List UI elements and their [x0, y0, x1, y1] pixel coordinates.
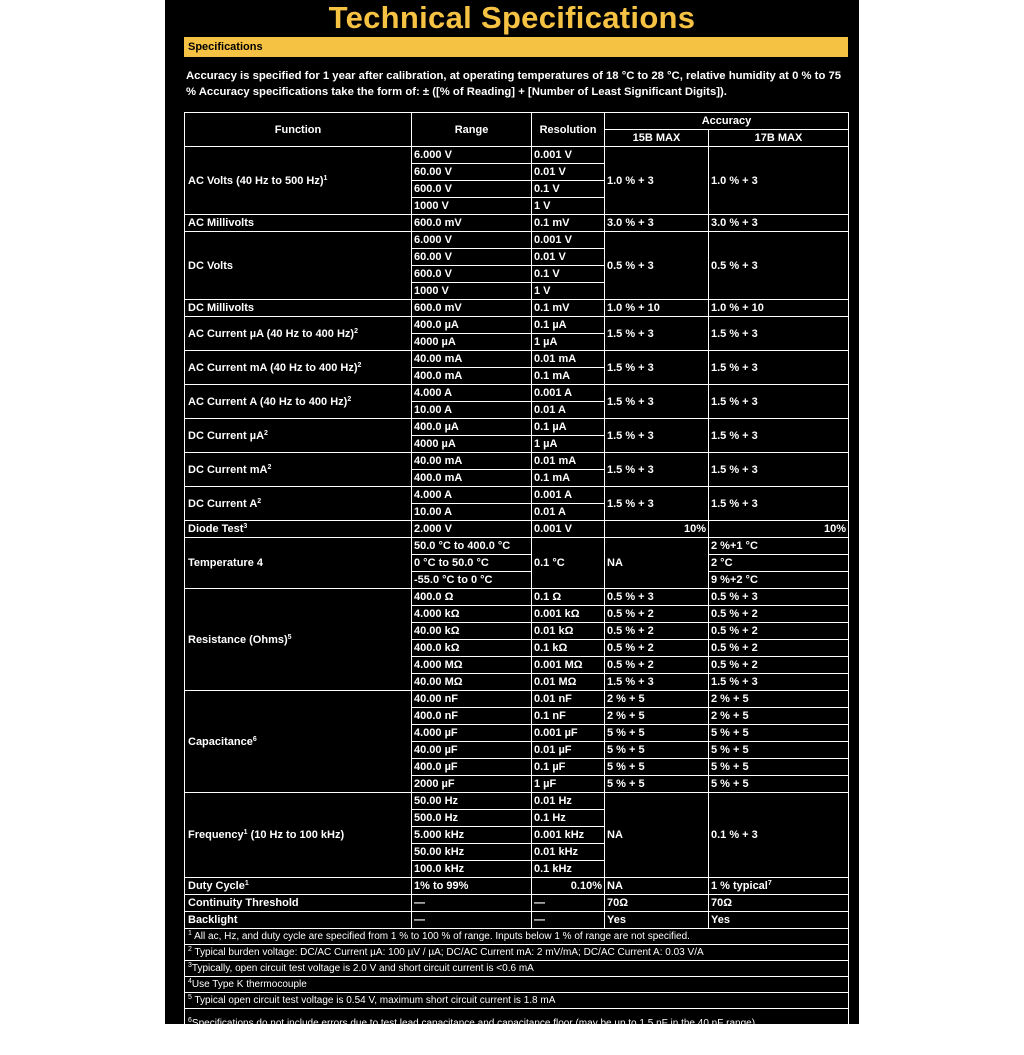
footnote-ref: 5 — [287, 633, 292, 641]
table-row — [185, 147, 849, 164]
resolution-cell: 0.1 nF — [532, 708, 605, 725]
resolution-cell: 0.001 A — [532, 385, 605, 402]
accuracy-15b-cell: 70Ω — [605, 895, 709, 912]
resolution-cell: 0.1 Ω — [532, 589, 605, 606]
range-cell: 2.000 V — [412, 521, 532, 538]
resolution-cell: 0.01 nF — [532, 691, 605, 708]
resolution-cell: 0.001 MΩ — [532, 657, 605, 674]
footnote-mark: 6 — [188, 1016, 192, 1024]
footnote-mark: 4 — [188, 977, 192, 985]
function-cell — [185, 351, 412, 385]
accuracy-15b-cell: 1.0 % + 3 — [605, 147, 709, 215]
accuracy-17b-cell: 1.0 % + 10 — [709, 300, 849, 317]
range-cell: 50.0 °C to 400.0 °C — [412, 538, 532, 555]
range-cell: 600.0 mV — [412, 300, 532, 317]
accuracy-17b-cell — [709, 657, 849, 674]
range-cell: 100.0 kHz — [412, 861, 532, 878]
accuracy-15b-cell: 1.5 % + 3 — [605, 453, 709, 487]
footnote-text: Typical burden voltage: DC/AC Current µA: 100 µV / µA; DC/AC Current mA: 2 mV/mA; DC/AC Current A: 0.03 V/A — [191, 946, 704, 958]
accuracy-17b-value: 70Ω — [711, 897, 733, 909]
resolution-cell: 1 µA — [532, 436, 605, 453]
accuracy-17b-cell: 2 °C — [709, 555, 849, 572]
function-cell — [185, 300, 412, 317]
accuracy-17b-cell — [709, 623, 849, 640]
function-cell — [185, 878, 412, 895]
footnote-text: Typically, open circuit test voltage is 2.0 V and short circuit current is <0.6 mA — [191, 962, 534, 974]
accuracy-17b-cell: 1.5 % + 3 — [709, 317, 849, 351]
range-cell: 2000 µF — [412, 776, 532, 793]
spec-table-body — [185, 113, 849, 1055]
table-row — [185, 385, 849, 402]
range-cell: 400.0 Ω — [412, 589, 532, 606]
function-label: Capacitance — [188, 735, 253, 748]
function-label-suffix: (10 Hz to 100 kHz) — [247, 829, 345, 841]
accuracy-17b-value: 2 % + 5 — [711, 693, 749, 705]
table-row — [185, 232, 849, 249]
footnote-mark: 3 — [188, 961, 192, 969]
resolution-cell: — — [532, 895, 605, 912]
range-cell: 400.0 µA — [412, 419, 532, 436]
accuracy-15b-cell: 0.5 % + 2 — [605, 657, 709, 674]
footnote-row — [185, 1009, 849, 1039]
table-row — [185, 895, 849, 912]
resolution-cell: 0.01 V — [532, 249, 605, 266]
function-label: AC Current A (40 Hz to 400 Hz) — [188, 395, 348, 408]
accuracy-17b-cell: 9 %+2 °C — [709, 572, 849, 589]
resolution-cell: 0.1 V — [532, 266, 605, 283]
accuracy-17b-cell: 1.5 % + 3 — [709, 419, 849, 453]
footnote-text: Use Type K thermocouple — [191, 978, 307, 990]
accuracy-17b-value: 0.5 % + 2 — [711, 625, 758, 637]
table-row — [185, 300, 849, 317]
footnote-cell — [185, 1039, 849, 1055]
resolution-cell: 0.001 µF — [532, 725, 605, 742]
footnote-row — [185, 1039, 849, 1055]
function-label: DC Current mA — [188, 463, 268, 476]
function-label: Duty Cycle — [188, 880, 245, 892]
accuracy-17b-cell — [709, 776, 849, 793]
range-cell: 40.00 MΩ — [412, 674, 532, 691]
accuracy-17b-cell: 1.0 % + 3 — [709, 147, 849, 215]
range-cell: 60.00 V — [412, 164, 532, 181]
footnote-cell — [185, 977, 849, 993]
range-cell: 4.000 A — [412, 385, 532, 402]
accuracy-17b-cell — [709, 674, 849, 691]
section-header-bar: Specifications — [184, 37, 848, 57]
header-range: Range — [412, 113, 532, 147]
table-row — [185, 521, 849, 538]
footnote-row — [185, 929, 849, 945]
resolution-cell: 0.10% — [532, 878, 605, 895]
function-label: AC Current µA (40 Hz to 400 Hz) — [188, 327, 355, 340]
resolution-cell: 0.1 °C — [532, 538, 605, 589]
accuracy-15b-cell: 0.5 % + 3 — [605, 232, 709, 300]
accuracy-17b-value: 5 % + 5 — [711, 744, 749, 756]
range-cell: — — [412, 895, 532, 912]
accuracy-17b-cell — [709, 708, 849, 725]
header-17b-max: 17B MAX — [709, 130, 849, 147]
function-cell — [185, 317, 412, 351]
footnote-row — [185, 977, 849, 993]
range-cell: 400.0 kΩ — [412, 640, 532, 657]
function-cell — [185, 912, 412, 929]
resolution-cell: 0.01 mA — [532, 351, 605, 368]
function-label: Temperature 4 — [188, 557, 263, 569]
function-cell — [185, 232, 412, 300]
resolution-cell: 0.1 kΩ — [532, 640, 605, 657]
function-cell — [185, 215, 412, 232]
spec-table — [184, 112, 849, 1055]
range-cell: 400.0 mA — [412, 368, 532, 385]
resolution-cell: 1 V — [532, 283, 605, 300]
footnote-ref: 6 — [252, 735, 257, 743]
footnote-cell — [185, 993, 849, 1009]
resolution-cell: 0.1 mV — [532, 215, 605, 232]
function-cell — [185, 419, 412, 453]
function-label: DC Millivolts — [188, 302, 255, 314]
function-label: Frequency — [188, 829, 244, 841]
range-cell: 4.000 µF — [412, 725, 532, 742]
accuracy-17b-cell: 1.5 % + 3 — [709, 487, 849, 521]
range-cell: 4000 µA — [412, 334, 532, 351]
accuracy-15b-cell: 2 % + 5 — [605, 691, 709, 708]
footnote-mark: 5 — [188, 993, 192, 1001]
resolution-cell: 0.01 A — [532, 504, 605, 521]
accuracy-15b-cell: NA — [605, 538, 709, 589]
accuracy-17b-cell — [709, 589, 849, 606]
range-cell: 600.0 V — [412, 181, 532, 198]
range-cell: 4.000 A — [412, 487, 532, 504]
range-cell: 400.0 µA — [412, 317, 532, 334]
footnote-ref: 2 — [347, 395, 352, 403]
table-row — [185, 589, 849, 606]
range-cell: 600.0 mV — [412, 215, 532, 232]
accuracy-15b-cell: NA — [605, 793, 709, 878]
range-cell: 400.0 µF — [412, 759, 532, 776]
footnote-cell — [185, 961, 849, 977]
range-cell: 6.000 V — [412, 232, 532, 249]
accuracy-15b-cell: NA — [605, 878, 709, 895]
range-cell: 1% to 99% — [412, 878, 532, 895]
footnote-row — [185, 945, 849, 961]
table-row — [185, 215, 849, 232]
function-label: DC Volts — [188, 259, 234, 272]
range-cell: 40.00 mA — [412, 351, 532, 368]
resolution-cell: 1 V — [532, 198, 605, 215]
resolution-cell: 0.001 V — [532, 521, 605, 538]
accuracy-17b-value: 1 % typical — [711, 880, 768, 892]
accuracy-17b-value: 5 % + 5 — [711, 727, 749, 739]
table-row — [185, 317, 849, 334]
range-cell: 4.000 MΩ — [412, 657, 532, 674]
accuracy-17b-cell: 1.5 % + 3 — [709, 351, 849, 385]
range-cell: 10.00 A — [412, 402, 532, 419]
range-cell: 40.00 µF — [412, 742, 532, 759]
accuracy-17b-cell — [709, 742, 849, 759]
range-cell: 60.00 V — [412, 249, 532, 266]
accuracy-15b-cell: 1.5 % + 3 — [605, 351, 709, 385]
accuracy-17b-cell: 2 %+1 °C — [709, 538, 849, 555]
accuracy-17b-cell — [709, 606, 849, 623]
footnote-ref: 7 — [767, 880, 772, 887]
function-cell — [185, 487, 412, 521]
range-cell: — — [412, 912, 532, 929]
accuracy-17b-cell — [709, 691, 849, 708]
resolution-cell: 0.001 A — [532, 487, 605, 504]
range-cell: 0 °C to 50.0 °C — [412, 555, 532, 572]
function-label: Backlight — [188, 914, 238, 926]
resolution-cell: 0.01 mA — [532, 453, 605, 470]
range-cell: 400.0 nF — [412, 708, 532, 725]
accuracy-17b-cell — [709, 878, 849, 895]
range-cell: 40.00 kΩ — [412, 623, 532, 640]
accuracy-15b-cell: 0.5 % + 2 — [605, 640, 709, 657]
footnote-ref: 1 — [244, 880, 249, 887]
function-label: AC Volts (40 Hz to 500 Hz) — [188, 174, 324, 187]
table-row — [185, 912, 849, 929]
resolution-cell: 0.01 A — [532, 402, 605, 419]
header-resolution: Resolution — [532, 113, 605, 147]
footnote-ref: 2 — [264, 429, 268, 437]
table-row — [185, 351, 849, 368]
footnote-text: Specifications do not include errors due to test lead capacitance and capacitance floor (may be up to 1.5 nF in the 40 nF range). — [191, 1017, 758, 1029]
function-cell — [185, 793, 412, 878]
table-row — [185, 878, 849, 895]
accuracy-15b-cell: 1.5 % + 3 — [605, 674, 709, 691]
footnote-row — [185, 993, 849, 1009]
range-cell: 500.0 Hz — [412, 810, 532, 827]
resolution-cell: 0.1 µA — [532, 317, 605, 334]
range-cell: 5.000 kHz — [412, 827, 532, 844]
function-cell — [185, 385, 412, 419]
function-cell — [185, 895, 412, 912]
accuracy-note: Accuracy is specified for 1 year after calibration, at operating temperatures of 18 °C to 28 °C, relative humidity at 0 % to 75 % Accuracy specifications take the form of: ± ([% of Reading] + [Number of Least Significant Digits]). — [186, 70, 842, 98]
footnote-ref: 2 — [354, 327, 358, 335]
table-row — [185, 538, 849, 555]
accuracy-15b-cell: 0.5 % + 2 — [605, 606, 709, 623]
resolution-cell: 0.01 µF — [532, 742, 605, 759]
function-cell — [185, 538, 412, 589]
footnote-row — [185, 961, 849, 977]
header-row — [185, 113, 849, 130]
accuracy-17b-value: 5 % + 5 — [711, 778, 749, 790]
range-cell: 4000 µA — [412, 436, 532, 453]
accuracy-17b-value: 0.5 % + 2 — [711, 642, 758, 654]
accuracy-15b-cell: 1.5 % + 3 — [605, 487, 709, 521]
resolution-cell: 0.01 MΩ — [532, 674, 605, 691]
resolution-cell: 1 µA — [532, 334, 605, 351]
accuracy-17b-value: 0.5 % + 3 — [711, 591, 758, 603]
accuracy-15b-cell: 5 % + 5 — [605, 759, 709, 776]
table-row — [185, 691, 849, 708]
accuracy-17b-cell: 1.5 % + 3 — [709, 453, 849, 487]
function-label: DC Current µA — [188, 429, 265, 442]
accuracy-15b-cell: 2 % + 5 — [605, 708, 709, 725]
footnote-ref: 2 — [257, 497, 262, 505]
resolution-cell: 0.01 V — [532, 164, 605, 181]
footnote-ref: 1 — [323, 174, 328, 182]
footnote-ref: 1 — [243, 829, 248, 836]
function-label: Continuity Threshold — [188, 897, 299, 909]
footnote-ref: 2 — [357, 361, 362, 369]
accuracy-15b-cell: 10% — [605, 521, 709, 538]
accuracy-15b-cell: 3.0 % + 3 — [605, 215, 709, 232]
footnote-ref: 3 — [243, 523, 248, 530]
accuracy-17b-cell: 1.5 % + 3 — [709, 385, 849, 419]
resolution-cell: 0.1 mA — [532, 368, 605, 385]
accuracy-17b-value: 0.5 % + 2 — [711, 608, 758, 620]
accuracy-17b-value: 5 % + 5 — [711, 761, 749, 773]
resolution-cell: 0.1 V — [532, 181, 605, 198]
accuracy-17b-cell — [709, 912, 849, 929]
resolution-cell: 0.001 kΩ — [532, 606, 605, 623]
range-cell: 1000 V — [412, 198, 532, 215]
footnote-cell — [185, 929, 849, 945]
footnote-ref: 2 — [267, 463, 272, 471]
accuracy-15b-cell: 5 % + 5 — [605, 776, 709, 793]
range-cell: 10.00 A — [412, 504, 532, 521]
function-cell — [185, 691, 412, 793]
spec-sheet — [165, 0, 859, 1052]
range-cell: -55.0 °C to 0 °C — [412, 572, 532, 589]
accuracy-17b-value: Yes — [711, 914, 730, 926]
footnote-cell — [185, 1009, 849, 1039]
accuracy-17b-cell: 0.5 % + 3 — [709, 232, 849, 300]
page-title: Technical Specifications — [328, 0, 696, 35]
table-row — [185, 419, 849, 436]
table-row — [185, 453, 849, 470]
function-label: AC Current mA (40 Hz to 400 Hz) — [188, 361, 358, 374]
range-cell: 1000 V — [412, 283, 532, 300]
resolution-cell: 0.01 kHz — [532, 844, 605, 861]
function-label: AC Millivolts — [188, 217, 255, 229]
function-label: Resistance (Ohms) — [188, 633, 288, 646]
table-row — [185, 487, 849, 504]
function-cell — [185, 589, 412, 691]
accuracy-15b-cell: 5 % + 5 — [605, 742, 709, 759]
accuracy-17b-cell: 0.1 % + 3 — [709, 793, 849, 878]
accuracy-15b-cell: 0.5 % + 3 — [605, 589, 709, 606]
header-15b-max: 15B MAX — [605, 130, 709, 147]
resolution-cell: 0.001 V — [532, 147, 605, 164]
range-cell: 50.00 kHz — [412, 844, 532, 861]
range-cell: 40.00 nF — [412, 691, 532, 708]
resolution-cell: 0.01 kΩ — [532, 623, 605, 640]
resolution-cell: 0.001 V — [532, 232, 605, 249]
accuracy-15b-cell: 1.5 % + 3 — [605, 419, 709, 453]
footnote-text: All ac, Hz, and duty cycle are specified from 1 % to 100 % of range. Inputs below 1 % of range are not specified. — [191, 930, 690, 942]
resolution-cell: 0.01 Hz — [532, 793, 605, 810]
resolution-cell: 1 µF — [532, 776, 605, 793]
range-cell: 50.00 Hz — [412, 793, 532, 810]
accuracy-17b-cell — [709, 725, 849, 742]
function-label: Diode Test — [188, 523, 244, 535]
function-cell — [185, 521, 412, 538]
function-cell — [185, 147, 412, 215]
accuracy-15b-cell: 1.0 % + 10 — [605, 300, 709, 317]
range-cell: 600.0 V — [412, 266, 532, 283]
accuracy-17b-cell: 3.0 % + 3 — [709, 215, 849, 232]
range-cell: 40.00 mA — [412, 453, 532, 470]
accuracy-15b-cell: Yes — [605, 912, 709, 929]
resolution-cell: 0.1 µA — [532, 419, 605, 436]
range-cell: 4.000 kΩ — [412, 606, 532, 623]
resolution-cell: — — [532, 912, 605, 929]
function-label: DC Current A — [188, 497, 258, 510]
resolution-cell: 0.1 mV — [532, 300, 605, 317]
accuracy-17b-cell — [709, 640, 849, 657]
accuracy-15b-cell: 1.5 % + 3 — [605, 317, 709, 351]
accuracy-17b-value: 1.5 % + 3 — [711, 676, 758, 688]
accuracy-17b-cell — [709, 895, 849, 912]
accuracy-17b-value: 0.5 % + 2 — [711, 659, 758, 671]
footnote-cell — [185, 945, 849, 961]
footnote-mark: 1 — [188, 929, 192, 937]
header-function: Function — [185, 113, 412, 147]
table-row — [185, 793, 849, 810]
accuracy-17b-value: 2 % + 5 — [711, 710, 749, 722]
resolution-cell: 0.1 µF — [532, 759, 605, 776]
resolution-cell: 0.001 kHz — [532, 827, 605, 844]
accuracy-17b-cell: 10% — [709, 521, 849, 538]
accuracy-15b-cell: 5 % + 5 — [605, 725, 709, 742]
accuracy-17b-cell — [709, 759, 849, 776]
range-cell: 6.000 V — [412, 147, 532, 164]
resolution-cell: 0.1 kHz — [532, 861, 605, 878]
resolution-cell: 0.1 mA — [532, 470, 605, 487]
header-accuracy: Accuracy — [605, 113, 849, 130]
footnote-text: Typical open circuit test voltage is 0.54 V, maximum short circuit current is 1.8 mA — [191, 994, 556, 1006]
footnote-mark: 2 — [188, 945, 192, 953]
accuracy-15b-cell: 0.5 % + 2 — [605, 623, 709, 640]
function-cell — [185, 453, 412, 487]
accuracy-15b-cell: 1.5 % + 3 — [605, 385, 709, 419]
footnote-text: Typical means when the frequency is at 50 Hz or 60 Hz and the duty cycle is between 10 % and 90 %. — [191, 1040, 647, 1052]
resolution-cell: 0.1 Hz — [532, 810, 605, 827]
footnote-mark: 7 — [188, 1039, 192, 1047]
range-cell: 400.0 mA — [412, 470, 532, 487]
